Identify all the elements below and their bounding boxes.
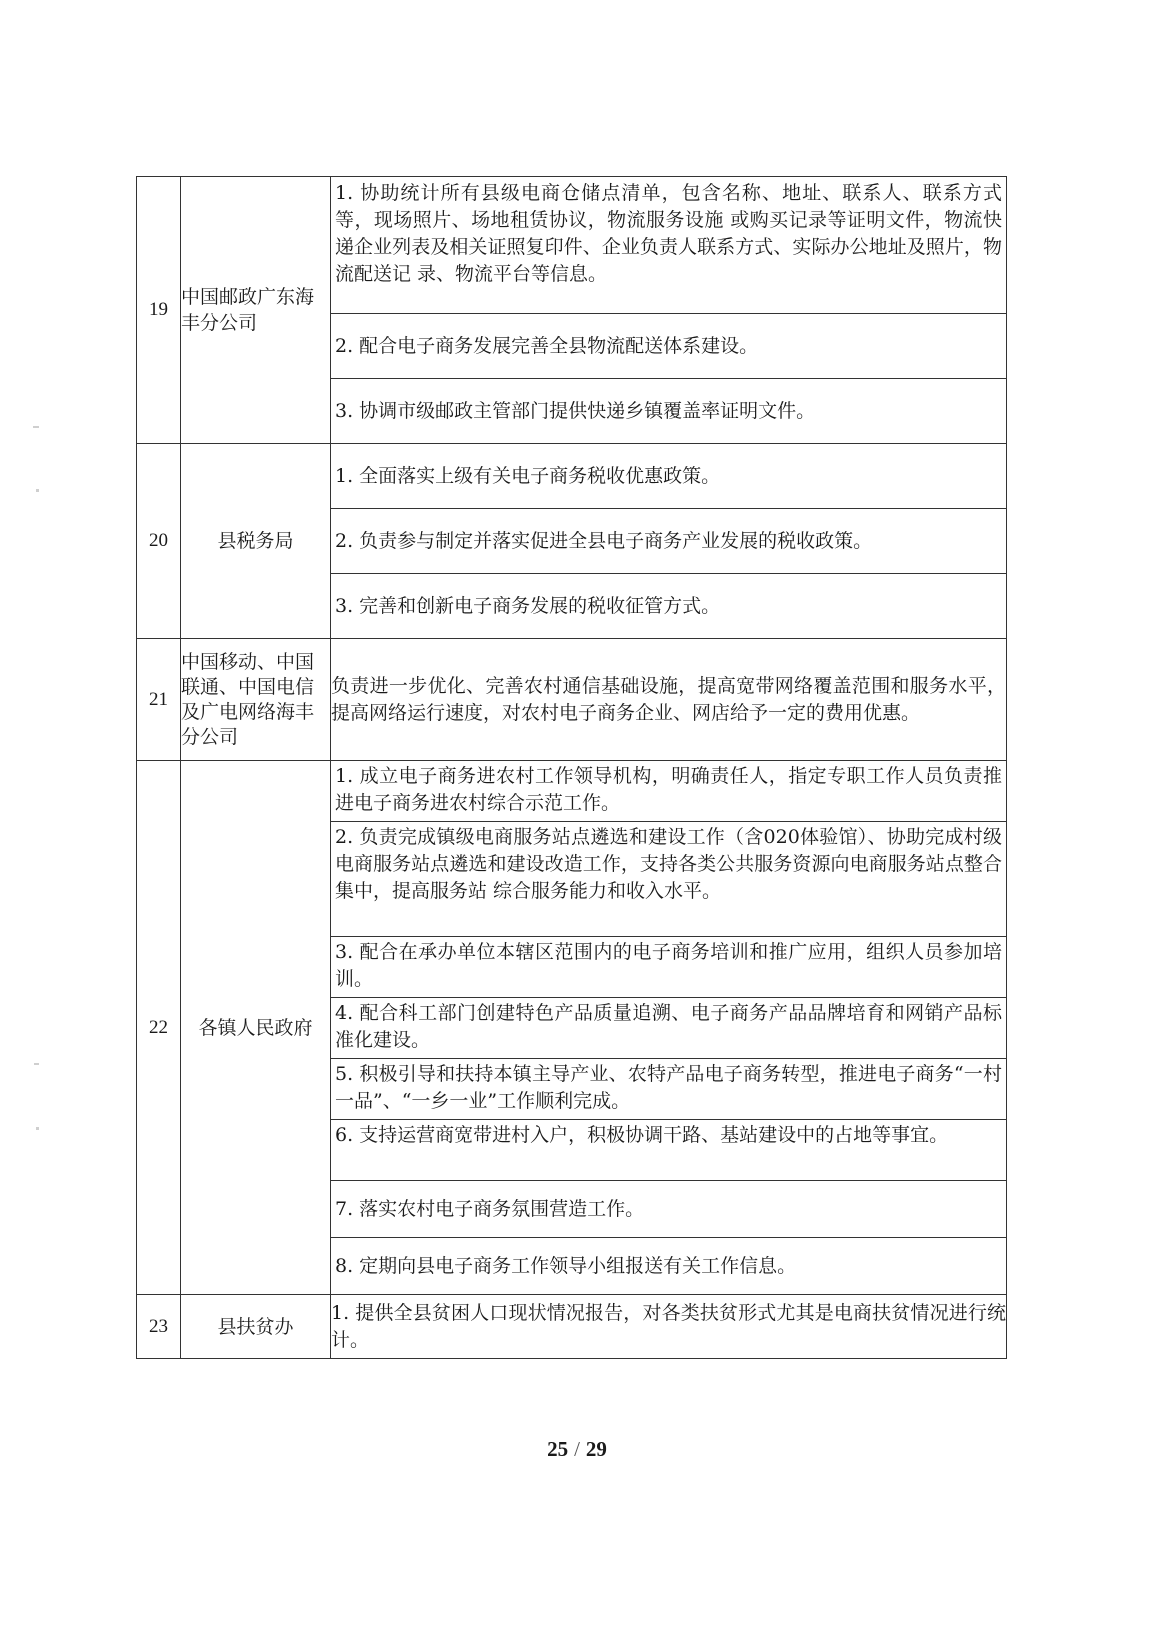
duty-item: 5. 积极引导和扶持本镇主导产业、农特产品电子商务转型，推进电子商务“一村一品”、“一乡一业”工作顺利完成。 <box>331 1058 1006 1119</box>
duty-item: 负责进一步优化、完善农村通信基础设施，提高宽带网络覆盖范围和服务水平，提高网络运行速度，对农村电子商务企业、网店给予一定的费用优惠。 <box>331 639 1007 761</box>
table-row <box>137 177 1007 444</box>
organization-name: 各镇人民政府 <box>181 761 331 1295</box>
row-number: 20 <box>137 444 181 639</box>
total-pages: 29 <box>585 1437 607 1461</box>
row-number: 23 <box>137 1295 181 1359</box>
organization-name: 县扶贫办 <box>181 1295 331 1359</box>
duty-item: 6. 支持运营商宽带进村入户，积极协调干路、基站建设中的占地等事宜。 <box>331 1119 1006 1180</box>
duty-item: 4. 配合科工部门创建特色产品质量追溯、电子商务产品品牌培育和网销产品标准化建设。 <box>331 997 1006 1058</box>
current-page: 25 <box>547 1437 569 1461</box>
page-number <box>0 1437 1154 1462</box>
duty-cell <box>331 177 1007 444</box>
organization-name: 中国移动、中国联通、中国电信及广电网络海丰分公司 <box>181 639 331 761</box>
duty-item: 8. 定期向县电子商务工作领导小组报送有关工作信息。 <box>331 1237 1006 1294</box>
row-number: 21 <box>137 639 181 761</box>
duty-cell <box>331 444 1007 639</box>
duty-item: 3. 配合在承办单位本辖区范围内的电子商务培训和推广应用，组织人员参加培训。 <box>331 936 1006 997</box>
duty-item: 7. 落实农村电子商务氛围营造工作。 <box>331 1180 1006 1237</box>
table-row <box>137 1295 1007 1359</box>
duty-cell <box>331 761 1007 1295</box>
table-row <box>137 639 1007 761</box>
duty-item: 3. 协调市级邮政主管部门提供快递乡镇覆盖率证明文件。 <box>331 378 1006 443</box>
duty-item: 2. 配合电子商务发展完善全县物流配送体系建设。 <box>331 313 1006 378</box>
duty-item: 1. 全面落实上级有关电子商务税收优惠政策。 <box>335 464 721 487</box>
duty-item: 1. 提供全县贫困人口现状情况报告，对各类扶贫形式尤其是电商扶贫情况进行统计。 <box>331 1295 1007 1359</box>
responsibility-table <box>136 176 1007 1359</box>
organization-name: 县税务局 <box>181 444 331 639</box>
row-number: 19 <box>137 177 181 444</box>
duty-item: 2. 负责完成镇级电商服务站点遴选和建设工作（含020体验馆）、协助完成村级电商服务站点遴选和建设改造工作，支持各类公共服务资源向电商服务站点整合集中，提高服务站 综合服务能力和收入水平。 <box>331 821 1006 936</box>
scan-mark <box>33 426 39 428</box>
organization-name: 中国邮政广东海丰分公司 <box>181 177 331 444</box>
duty-item: 3. 完善和创新电子商务发展的税收征管方式。 <box>331 573 1006 638</box>
duty-item: 1. 成立电子商务进农村工作领导机构，明确责任人，指定专职工作人员负责推进电子商务进农村综合示范工作。 <box>335 765 1002 814</box>
scan-mark <box>36 1127 39 1130</box>
row-number: 22 <box>137 761 181 1295</box>
page-separator: / <box>574 1437 580 1461</box>
duty-item: 2. 负责参与制定并落实促进全县电子商务产业发展的税收政策。 <box>331 508 1006 573</box>
table-row <box>137 444 1007 639</box>
scan-mark <box>36 489 39 492</box>
scan-mark <box>34 1063 39 1065</box>
table-row <box>137 761 1007 1295</box>
duty-item: 1. 协助统计所有县级电商仓储点清单，包含名称、地址、联系人、联系方式等，现场照片、场地租赁协议，物流服务设施 或购买记录等证明文件，物流快递企业列表及相关证照复印件、企业负责人联系方式、实际办公地址及照片，物流配送记 录、物流平台等信息。 <box>335 182 1002 285</box>
